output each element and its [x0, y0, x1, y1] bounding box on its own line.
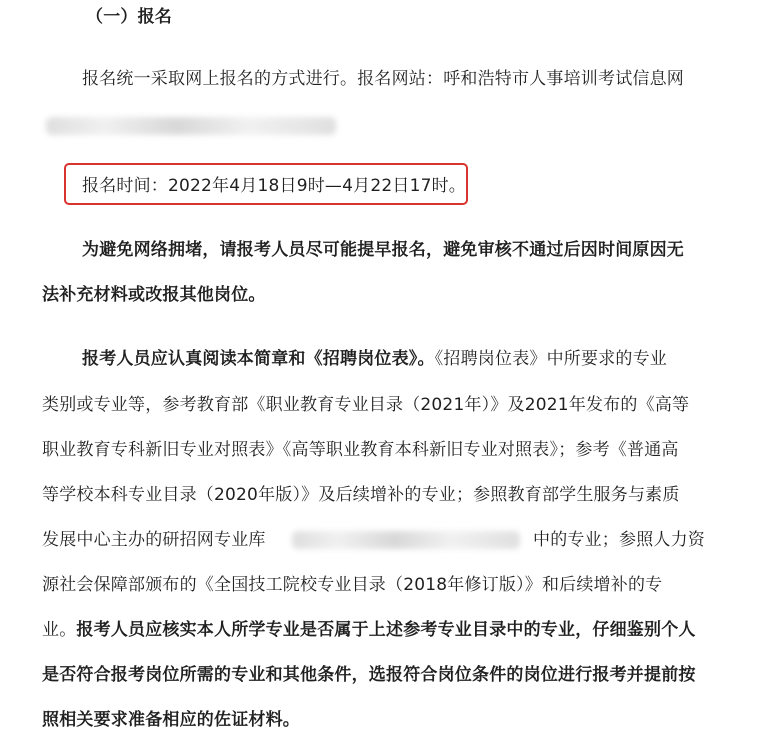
paragraph-line-5b: 中的专业；参照人力资 — [533, 530, 705, 550]
paragraph-rest: 《招聘岗位表》中所要求的专业 — [434, 349, 668, 369]
paragraph-line-8: 是否符合报考岗位所需的专业和其他条件，选报符合岗位条件的岗位进行报考并提前按 — [42, 665, 696, 685]
notice-line-2: 法补充材料或改报其他岗位。 — [42, 285, 266, 305]
paragraph-bold-lead: 报考人员应认真阅读本简章和《招聘岗位表》。 — [82, 349, 435, 369]
paragraph-line-2: 类别或专业等，参考教育部《职业教育专业目录（2021年）》及2021年发布的《高等 — [42, 395, 690, 415]
redacted-url — [46, 117, 336, 135]
notice-line-1: 为避免网络拥堵，请报考人员尽可能提早报名，避免审核不通过后因时间原因无 — [82, 240, 684, 260]
paragraph-line-5a: 发展中心主办的研招网专业库 — [42, 530, 266, 550]
paragraph-line-7-bold: 报考人员应核实本人所学专业是否属于上述参考专业目录中的专业，仔细鉴别个人 — [76, 620, 696, 640]
registration-time: 报名时间：2022年4月18日9时—4月22日17时。 — [82, 176, 467, 196]
section-heading: （一）报名 — [86, 7, 172, 27]
paragraph-line-7-lead: 业。 — [42, 620, 77, 640]
paragraph-line-9: 照相关要求准备相应的佐证材料。 — [42, 710, 300, 730]
paragraph-line-4: 等学校本科专业目录（2020年版）》及后续增补的专业；参照教育部学生服务与素质 — [42, 485, 680, 505]
paragraph-line-7 — [42, 619, 696, 641]
redacted-website — [292, 531, 520, 549]
paragraph-line-3: 职业教育专科新旧专业对照表》《高等职业教育本科新旧专业对照表》；参考《普通高 — [42, 440, 679, 460]
paragraph-line-6: 源社会保障部颁布的《全国技工院校专业目录（2018年修订版）》和后续增补的专 — [42, 575, 663, 595]
registration-intro: 报名统一采取网上报名的方式进行。报名网站：呼和浩特市人事培训考试信息网 — [82, 69, 684, 89]
paragraph-line-1 — [82, 348, 667, 370]
